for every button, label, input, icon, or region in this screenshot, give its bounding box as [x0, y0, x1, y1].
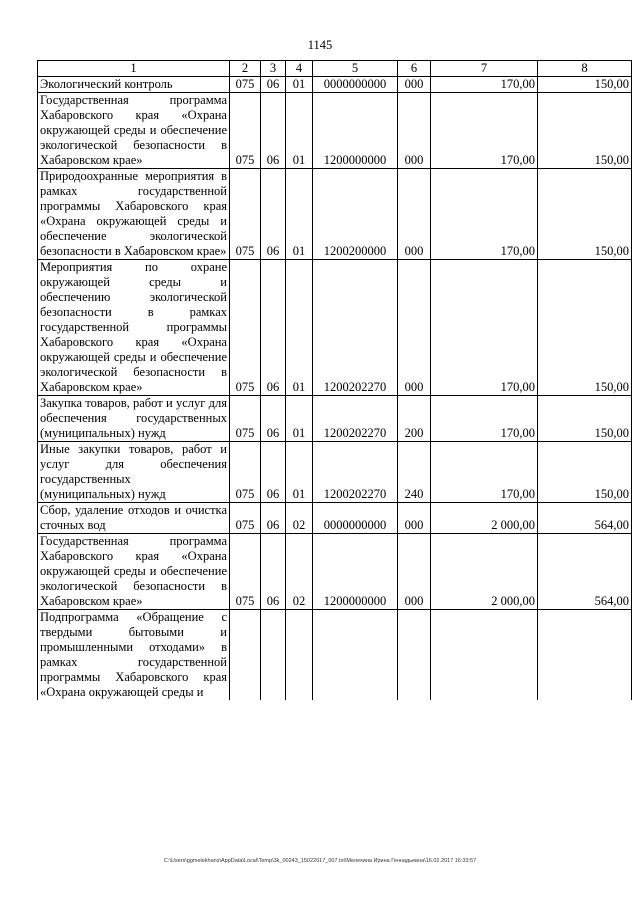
cell-section: 06 — [261, 169, 286, 260]
cell-target-code: 1200202270 — [313, 442, 398, 503]
cell-target-code: 1200202270 — [313, 396, 398, 442]
cell-amount-actual — [538, 610, 632, 701]
col-header: 4 — [286, 61, 313, 77]
row-name: Государственная программа Хабаровского края «Охрана окружающей среды и обеспечение экологической безопасности в Хабаровском крае» — [38, 93, 230, 169]
row-name: Закупка товаров, работ и услуг для обеспечения государственных (муниципальных) нужд — [38, 396, 230, 442]
cell-subsection: 01 — [286, 77, 313, 93]
cell-target-code — [313, 610, 398, 701]
cell-amount-actual: 150,00 — [538, 93, 632, 169]
cell-amount-plan: 170,00 — [431, 93, 538, 169]
row-name: Иные закупки товаров, работ и услуг для обеспечения государственных (муниципальных) нужд — [38, 442, 230, 503]
cell-section: 06 — [261, 534, 286, 610]
cell-expense-type: 000 — [398, 93, 431, 169]
footer-file-path: C:\Users\ggmelekhans\AppData\Local\Temp\3k_00243_15022017_007.txt\Мелехина Ирина Геннадьевна\16.02.2017 16:33:57 — [163, 858, 477, 864]
row-name: Подпрограмма «Обращение с твердыми бытовыми и промышленными отходами» в рамках государственной программы Хабаровского края «Охрана окружающей среды и — [38, 610, 230, 701]
table-row — [38, 169, 632, 260]
col-header: 6 — [398, 61, 431, 77]
header-row — [38, 61, 632, 77]
row-name: Сбор, удаление отходов и очистка сточных вод — [38, 503, 230, 534]
cell-expense-type: 000 — [398, 77, 431, 93]
cell-expense-type: 000 — [398, 260, 431, 396]
cell-admin-code: 075 — [230, 503, 261, 534]
cell-section: 06 — [261, 77, 286, 93]
cell-subsection: 01 — [286, 442, 313, 503]
cell-target-code: 0000000000 — [313, 77, 398, 93]
cell-target-code: 1200000000 — [313, 534, 398, 610]
cell-amount-actual: 150,00 — [538, 260, 632, 396]
cell-amount-actual: 150,00 — [538, 77, 632, 93]
row-name: Государственная программа Хабаровского края «Охрана окружающей среды и обеспечение экологической безопасности в Хабаровском крае» — [38, 534, 230, 610]
row-name: Мероприятия по охране окружающей среды и обеспечению экологической безопасности в рамках государственной программы Хабаровского края «Охрана окружающей среды и обеспечение экологической безопасности в Хабаровском крае» — [38, 260, 230, 396]
cell-subsection: 01 — [286, 169, 313, 260]
cell-section — [261, 610, 286, 701]
cell-target-code: 1200000000 — [313, 93, 398, 169]
cell-subsection: 02 — [286, 503, 313, 534]
col-header: 8 — [538, 61, 632, 77]
table-row — [38, 534, 632, 610]
cell-amount-plan: 2 000,00 — [431, 534, 538, 610]
cell-target-code: 1200200000 — [313, 169, 398, 260]
col-header: 2 — [230, 61, 261, 77]
table-row — [38, 77, 632, 93]
cell-subsection: 01 — [286, 396, 313, 442]
table-row — [38, 610, 632, 701]
col-header: 5 — [313, 61, 398, 77]
col-header: 3 — [261, 61, 286, 77]
cell-target-code: 0000000000 — [313, 503, 398, 534]
cell-amount-plan: 170,00 — [431, 442, 538, 503]
col-header: 7 — [431, 61, 538, 77]
cell-subsection — [286, 610, 313, 701]
cell-section: 06 — [261, 503, 286, 534]
cell-admin-code: 075 — [230, 396, 261, 442]
cell-admin-code: 075 — [230, 77, 261, 93]
cell-amount-plan: 2 000,00 — [431, 503, 538, 534]
table-row — [38, 503, 632, 534]
cell-subsection: 01 — [286, 93, 313, 169]
cell-amount-actual: 564,00 — [538, 503, 632, 534]
col-header: 1 — [38, 61, 230, 77]
cell-section: 06 — [261, 93, 286, 169]
cell-expense-type: 000 — [398, 503, 431, 534]
cell-expense-type: 000 — [398, 169, 431, 260]
row-name: Экологический контроль — [38, 77, 230, 93]
cell-amount-actual: 150,00 — [538, 169, 632, 260]
cell-section: 06 — [261, 260, 286, 396]
table-row — [38, 442, 632, 503]
cell-expense-type — [398, 610, 431, 701]
cell-expense-type: 200 — [398, 396, 431, 442]
cell-amount-actual: 150,00 — [538, 442, 632, 503]
cell-admin-code: 075 — [230, 442, 261, 503]
row-name: Природоохранные мероприятия в рамках государственной программы Хабаровского края «Охрана окружающей среды и обеспечение экологической безопасности в Хабаровском крае» — [38, 169, 230, 260]
cell-admin-code — [230, 610, 261, 701]
table-row — [38, 93, 632, 169]
cell-section: 06 — [261, 396, 286, 442]
cell-subsection: 01 — [286, 260, 313, 396]
page-number: 1145 — [307, 38, 333, 52]
cell-amount-plan: 170,00 — [431, 260, 538, 396]
cell-amount-plan: 170,00 — [431, 77, 538, 93]
cell-admin-code: 075 — [230, 93, 261, 169]
cell-expense-type: 240 — [398, 442, 431, 503]
cell-amount-actual: 564,00 — [538, 534, 632, 610]
cell-target-code: 1200202270 — [313, 260, 398, 396]
table-row — [38, 396, 632, 442]
budget-table — [37, 60, 632, 700]
cell-amount-plan — [431, 610, 538, 701]
cell-expense-type: 000 — [398, 534, 431, 610]
cell-admin-code: 075 — [230, 260, 261, 396]
cell-admin-code: 075 — [230, 169, 261, 260]
cell-section: 06 — [261, 442, 286, 503]
cell-amount-plan: 170,00 — [431, 169, 538, 260]
cell-admin-code: 075 — [230, 534, 261, 610]
cell-subsection: 02 — [286, 534, 313, 610]
cell-amount-actual: 150,00 — [538, 396, 632, 442]
cell-amount-plan: 170,00 — [431, 396, 538, 442]
table-row — [38, 260, 632, 396]
